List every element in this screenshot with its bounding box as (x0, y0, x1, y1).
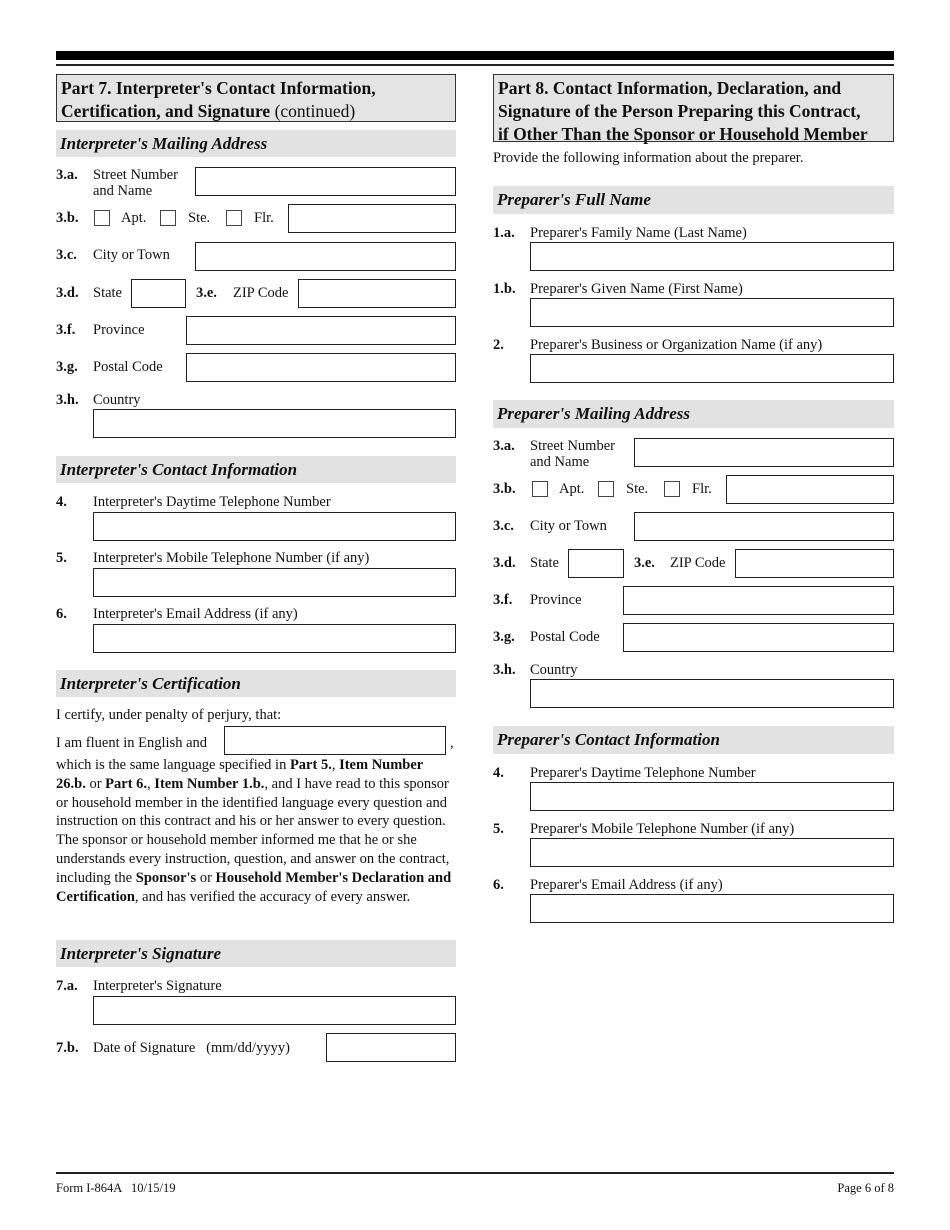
ste-checkbox[interactable] (598, 481, 614, 497)
item-number: 1.a. (493, 225, 515, 241)
family-name-label: Preparer's Family Name (Last Name) (530, 225, 747, 241)
footer-rule (56, 1172, 894, 1174)
preparer-unit-input[interactable] (726, 475, 894, 504)
section-preparer-contact: Preparer's Contact Information (493, 726, 894, 754)
interpreter-daytime-phone-input[interactable] (93, 512, 456, 541)
city-label: City or Town (93, 247, 170, 263)
header-rule-thin (56, 64, 894, 66)
interpreter-mobile-phone-input[interactable] (93, 568, 456, 597)
preparer-business-input[interactable] (530, 354, 894, 383)
part7-title: Part 7. Interpreter's Contact Information, Certification, and Signature (continued) (56, 74, 456, 122)
preparer-zip-input[interactable] (735, 549, 894, 578)
signature-date-input[interactable] (326, 1033, 456, 1062)
preparer-postal-input[interactable] (623, 623, 894, 652)
item-number: 3.a. (493, 438, 515, 454)
flr-label: Flr. (254, 210, 274, 226)
apt-checkbox[interactable] (94, 210, 110, 226)
country-label: Country (530, 662, 578, 678)
preparer-state-input[interactable] (568, 549, 624, 578)
interpreter-city-input[interactable] (195, 242, 456, 271)
zip-label: ZIP Code (670, 555, 726, 571)
postal-label: Postal Code (530, 629, 600, 645)
province-label: Province (93, 322, 145, 338)
section-preparer-name: Preparer's Full Name (493, 186, 894, 214)
item-number: 3.h. (56, 392, 79, 408)
page-number: Page 6 of 8 (837, 1181, 894, 1195)
date-label: Date of Signature (mm/dd/yyyy) (93, 1040, 290, 1056)
section-preparer-mailing: Preparer's Mailing Address (493, 400, 894, 428)
business-name-label: Preparer's Business or Organization Name (if any) (530, 337, 823, 353)
state-label: State (93, 285, 122, 301)
item-number: 6. (56, 606, 67, 622)
preparer-daytime-phone-input[interactable] (530, 782, 894, 811)
preparer-intro: Provide the following information about the preparer. (493, 150, 804, 166)
item-number: 3.a. (56, 167, 78, 183)
mobile-phone-label: Interpreter's Mobile Telephone Number (if any) (93, 550, 370, 566)
item-number: 3.c. (56, 247, 77, 263)
interpreter-province-input[interactable] (186, 316, 456, 345)
item-number: 3.b. (56, 210, 79, 226)
flr-checkbox[interactable] (226, 210, 242, 226)
section-interpreter-mailing: Interpreter's Mailing Address (56, 130, 456, 157)
header-rule-thick (56, 51, 894, 60)
ste-label: Ste. (188, 210, 211, 226)
section-interpreter-signature: Interpreter's Signature (56, 940, 456, 967)
item-number: 4. (56, 494, 67, 510)
item-number: 3.e. (196, 285, 217, 301)
street-label: Street Number and Name (93, 167, 178, 199)
street-label: Street Number and Name (530, 438, 615, 470)
apt-label: Apt. (121, 210, 147, 226)
certify-intro: I certify, under penalty of perjury, that: (56, 707, 282, 723)
preparer-family-name-input[interactable] (530, 242, 894, 271)
interpreter-zip-input[interactable] (298, 279, 456, 308)
item-number: 5. (493, 821, 504, 837)
item-number: 7.a. (56, 978, 78, 994)
comma: , (450, 735, 454, 751)
preparer-province-input[interactable] (623, 586, 894, 615)
mobile-phone-label: Preparer's Mobile Telephone Number (if any) (530, 821, 795, 837)
signature-label: Interpreter's Signature (93, 978, 222, 994)
item-number: 3.b. (493, 481, 516, 497)
preparer-country-input[interactable] (530, 679, 894, 708)
postal-label: Postal Code (93, 359, 163, 375)
state-label: State (530, 555, 559, 571)
interpreter-email-input[interactable] (93, 624, 456, 653)
apt-label: Apt. (559, 481, 585, 497)
item-number: 7.b. (56, 1040, 79, 1056)
preparer-mobile-phone-input[interactable] (530, 838, 894, 867)
province-label: Province (530, 592, 582, 608)
interpreter-state-input[interactable] (131, 279, 186, 308)
apt-checkbox[interactable] (532, 481, 548, 497)
interpreter-street-input[interactable] (195, 167, 456, 196)
form-id: Form I-864A 10/15/19 (56, 1181, 176, 1195)
preparer-city-input[interactable] (634, 512, 894, 541)
item-number: 1.b. (493, 281, 516, 297)
interpreter-postal-input[interactable] (186, 353, 456, 382)
item-number: 2. (493, 337, 504, 353)
item-number: 3.d. (56, 285, 79, 301)
given-name-label: Preparer's Given Name (First Name) (530, 281, 743, 297)
interpreter-unit-input[interactable] (288, 204, 456, 233)
item-number: 3.f. (56, 322, 76, 338)
country-label: Country (93, 392, 141, 408)
interpreter-signature-input[interactable] (93, 996, 456, 1025)
zip-label: ZIP Code (233, 285, 289, 301)
certification-text: which is the same language specified in Part 5., Item Number 26.b. or Part 6., Item Number 1.b., and I have read to this sponsor or household member in the identified language every question and instruction on this contract and his or her answer to every question. The sponsor or household member informed me that he or she understands every instruction, question, and answer on the contract, including the Sponsor's or Household Member's Declaration and Certification, and has verified the accuracy of every answer. (56, 757, 452, 905)
item-number: 3.g. (56, 359, 78, 375)
flr-label: Flr. (692, 481, 712, 497)
ste-checkbox[interactable] (160, 210, 176, 226)
interpreter-country-input[interactable] (93, 409, 456, 438)
item-number: 3.d. (493, 555, 516, 571)
item-number: 3.g. (493, 629, 515, 645)
section-interpreter-certification: Interpreter's Certification (56, 670, 456, 697)
language-input[interactable] (224, 726, 446, 755)
city-label: City or Town (530, 518, 607, 534)
item-number: 3.c. (493, 518, 514, 534)
daytime-phone-label: Preparer's Daytime Telephone Number (530, 765, 756, 781)
ste-label: Ste. (626, 481, 649, 497)
daytime-phone-label: Interpreter's Daytime Telephone Number (93, 494, 331, 510)
item-number: 5. (56, 550, 67, 566)
email-label: Interpreter's Email Address (if any) (93, 606, 298, 622)
preparer-email-input[interactable] (530, 894, 894, 923)
email-label: Preparer's Email Address (if any) (530, 877, 723, 893)
item-number: 6. (493, 877, 504, 893)
section-interpreter-contact: Interpreter's Contact Information (56, 456, 456, 483)
preparer-given-name-input[interactable] (530, 298, 894, 327)
fluent-label: I am fluent in English and (56, 735, 208, 751)
part8-title: Part 8. Contact Information, Declaration, and Signature of the Person Preparing this Contract, if Other Than the Sponsor or Household Member (493, 74, 894, 142)
flr-checkbox[interactable] (664, 481, 680, 497)
item-number: 4. (493, 765, 504, 781)
item-number: 3.f. (493, 592, 513, 608)
item-number: 3.h. (493, 662, 516, 678)
preparer-street-input[interactable] (634, 438, 894, 467)
item-number: 3.e. (634, 555, 655, 571)
